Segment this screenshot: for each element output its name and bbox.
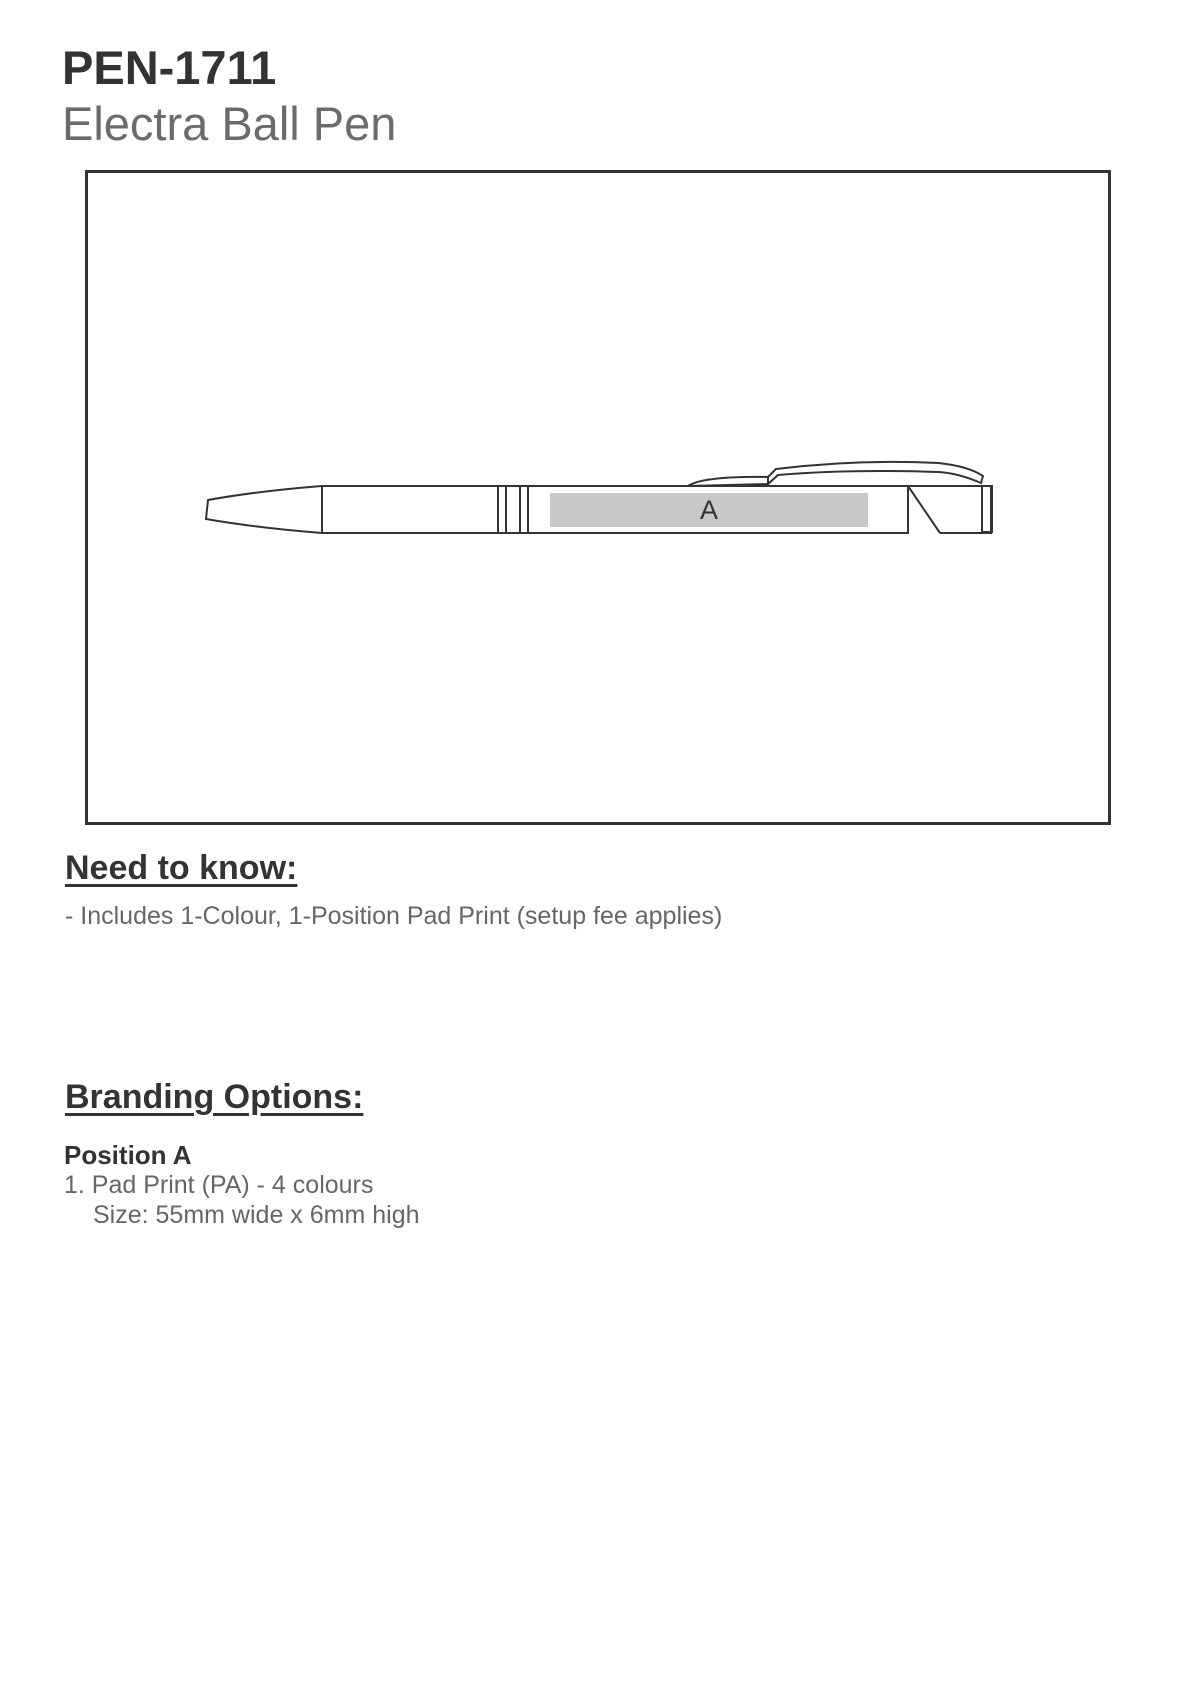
product-code: PEN-1711 xyxy=(62,41,277,94)
pen-angled-cut xyxy=(908,486,940,533)
pen-ring-1 xyxy=(498,486,506,533)
pen-drawing-frame xyxy=(85,170,1111,825)
branding-options-heading: Branding Options: xyxy=(65,1078,364,1116)
product-name: Electra Ball Pen xyxy=(62,97,397,150)
branding-option-pad-print: 1. Pad Print (PA) - 4 colours xyxy=(64,1171,374,1199)
pen-ring-2 xyxy=(520,486,528,533)
pen-end-cap xyxy=(908,486,991,533)
position-a-title: Position A xyxy=(64,1140,192,1170)
need-to-know-item: - Includes 1-Colour, 1-Position Pad Print (setup fee applies) xyxy=(65,902,723,930)
pen-grip xyxy=(322,486,498,533)
pen-clip xyxy=(688,477,768,486)
branding-option-size: Size: 55mm wide x 6mm high xyxy=(93,1201,420,1229)
print-area-a: A xyxy=(550,493,868,527)
need-to-know-heading: Need to know: xyxy=(65,849,298,887)
pen-tip xyxy=(206,486,322,533)
